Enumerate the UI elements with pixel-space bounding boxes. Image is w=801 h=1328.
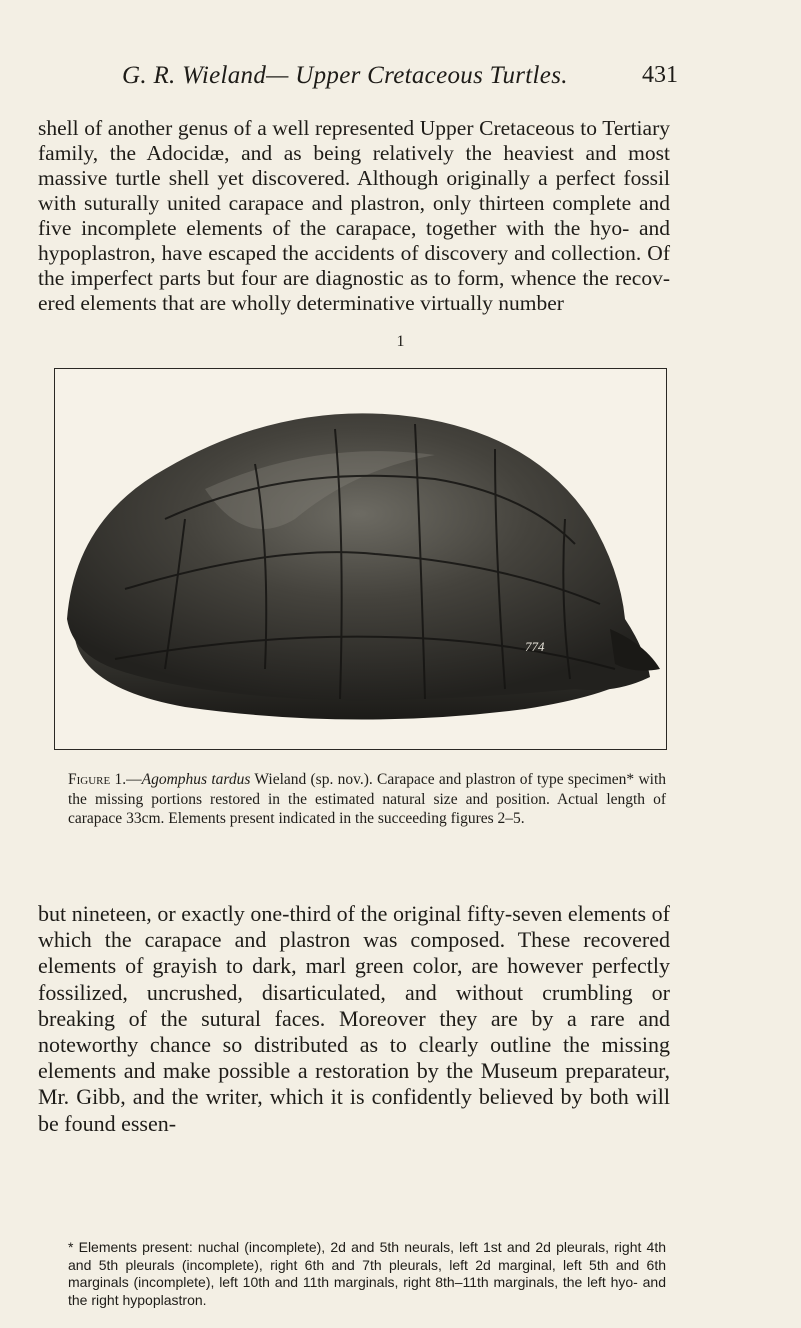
footnote: * Elements present: nuchal (incomplete), 2d and 5th neurals, left 1st and 2d pleurals, right 4th and 5th pleurals (incomplete), right 6th and 7th pleurals, left 2d marginal, left 5th and 6th marginals (incomplete), left 10th and 11th marginals, right 8th–11th marginals, the left hyo- and the right hypoplastron. (68, 1239, 666, 1308)
caption-label: Figure 1. (68, 771, 127, 788)
figure-photo (54, 368, 667, 750)
page-number: 431 (642, 62, 678, 88)
plate-mark: 774 (525, 639, 545, 654)
caption-genus: Agomphus tardus (141, 771, 251, 788)
body-paragraph: shell of another genus of a well represented Upper Cretaceous to Tertiary family, the Adocidæ, and as being relatively the heaviest and most massive turtle shell yet discovered. Although originally a perfect fossil with suturally united carapace and plastron, only thirteen complete and five incomplete elements of the carapace, together with the hyo- and hypoplastron, have escaped the accidents of discovery and collection. Of the imperfect parts but four are diagnostic as to form, whence the recovered elements that are wholly determinative virtually number (38, 116, 670, 315)
figure-caption: Figure 1.—Agomphus tardus Wieland (sp. nov.). Carapace and plastron of type specimen* with the missing portions restored in the estimated natural size and position. Actual length of carapace 33cm. Elements present indicated in the succeeding figures 2–5. (68, 771, 666, 827)
caption-text: Wieland (sp. nov.). Carapace and plastron of type specimen* with the missing portions restored in the estimated natural size and position. Actual length of carapace 33cm. Elements present indicated in the succeeding figures 2–5. (68, 771, 666, 827)
figure-number: 1 (396, 333, 405, 350)
turtle-shell-photo (55, 369, 666, 749)
running-head: G. R. Wieland— Upper Cretaceous Turtles. (122, 62, 568, 89)
body-paragraph-2: but nineteen, or exactly one-third of the original fifty-seven elements of which the carapace and plastron was composed. These recovered elements of grayish to dark, marl green color, are however perfectly fossilized, uncrushed, disarticulated, and without crumbling or breaking of the sutural faces. Moreover they are by a rare and noteworthy chance so distributed as to clearly outline the missing elements and make possible a restoration by the Museum preparateur, Mr. Gibb, and the writer, which it is confidently believed by both will be found essen- (38, 901, 670, 1136)
page-header (0, 50, 801, 90)
